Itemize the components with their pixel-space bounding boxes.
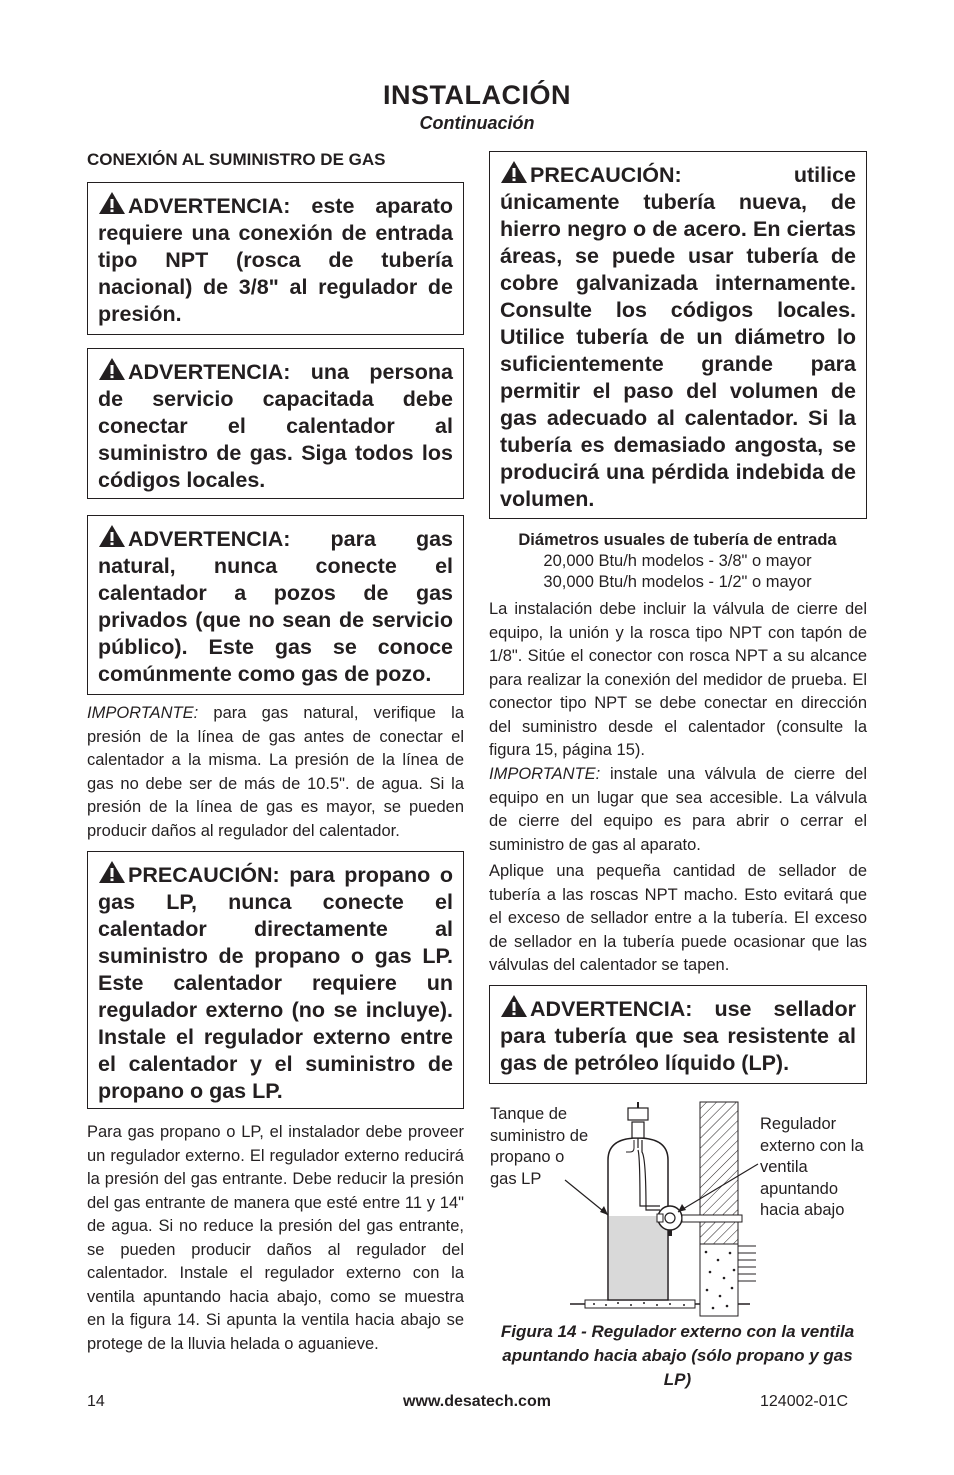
footer-page-number: 14 <box>87 1393 105 1410</box>
regulator-illustration <box>560 1100 760 1325</box>
warning-icon <box>98 524 126 548</box>
diameter-heading: Diámetros usuales de tubería de entrada <box>518 531 837 549</box>
section-heading: CONEXIÓN AL SUMINISTRO DE GAS <box>87 150 386 169</box>
warning-icon <box>98 191 126 215</box>
warning-text: ADVERTENCIA: este aparato requiere una conexión de entrada tipo NPT (rosca de tubería nacional) de 3/8" al regulador de presión. <box>98 194 453 326</box>
warning-icon <box>98 357 126 381</box>
important-label: IMPORTANTE: <box>489 765 601 783</box>
caution-text: PRECAUCIÓN: para propano o gas LP, nunca conecte el calentador directamente al suministro de propano o gas LP. Este calentador requiere un regulador externo (no se incluye). Instale el regulador externo entre el calentador y el suministro de propano o gas LP. <box>98 863 453 1103</box>
warning-text: ADVERTENCIA: una persona de servicio capacitada debe conectar el calentador al suministro de gas. Siga todos los códigos locales. <box>98 360 453 492</box>
warning-icon <box>500 160 528 184</box>
diameter-line: 20,000 Btu/h modelos - 3/8" o mayor <box>543 552 812 570</box>
footer-url: www.desatech.com <box>403 1393 551 1410</box>
warning-box-natural-gas <box>87 515 464 695</box>
diameter-table <box>489 530 866 593</box>
footer-doc-code: 124002-01C <box>760 1393 849 1410</box>
propane-paragraph: Para gas propano o LP, el instalador debe proveer un regulador externo. El regulador externo reducirá la presión del gas entrante. Debe reducir la presión del gas entrante de manera que esté entre 11 y 14" de agua. Si no reduce la presión del gas entrante, se pueden producir daños al regulador del calentador. Instale el regulador externo con la ventila apuntando hacia abajo, como se muestra en la figura 14. Si apunta la ventila hacia abajo se protege de la lluvia helada o aguanieve. <box>87 1123 464 1353</box>
important-text: para gas natural, verifique la presión de la línea de gas antes de conectar el calentador a la misma. La presión de la línea de gas no debe ser de más de 10.5". de agua. Si la presión de la línea de gas es mayor, se pueden producir daños al regulador del calentador. <box>87 704 464 840</box>
diameter-line: 30,000 Btu/h modelos - 1/2" o mayor <box>543 573 812 591</box>
figure-label-tank: Tanque de suministro de propano o gas LP <box>490 1105 589 1188</box>
warning-icon <box>500 994 528 1018</box>
warning-icon <box>98 860 126 884</box>
figure-label-regulator: Regulador externo con la ventila apuntando hacia abajo <box>760 1115 864 1219</box>
important-label: IMPORTANTE: <box>87 704 199 722</box>
page-subtitle: Continuación <box>419 113 535 133</box>
installation-paragraph: La instalación debe incluir la válvula de cierre del equipo, la unión y la rosca tipo NPT con tapón de 1/8". Sitúe el conector con rosca NPT a su alcance para realizar la conexión del medidor de prueba. El conector tipo NPT se debe conectar en dirección del suministro desde el calentador (consulte la figura 15, página 15). <box>489 600 867 759</box>
important-paragraph <box>87 702 464 843</box>
figure-caption: Figura 14 - Regulador externo con la ventila apuntando hacia abajo (sólo propano y gas LP) <box>500 1322 855 1389</box>
warning-box-service <box>87 348 464 499</box>
warning-box-npt <box>87 182 464 335</box>
caution-box-propane <box>87 851 464 1109</box>
important-text: instale una válvula de cierre del equipo en un lugar que sea accesible. La válvula de cierre del equipo es para abrir o cerrar el suministro de gas al aparato. <box>489 765 867 854</box>
warning-text: ADVERTENCIA: use sellador para tubería que sea resistente al gas de petróleo líquido (LP). <box>500 997 856 1075</box>
warning-text: ADVERTENCIA: para gas natural, nunca conecte el calentador a pozos de gas privados (que no sean de servicio público). Este gas se conoce comúnmente como gas de pozo. <box>98 527 453 686</box>
sealant-paragraph: Aplique una pequeña cantidad de sellador de tubería a las roscas NPT macho. Esto evitará que el exceso de sellador entre a la tubería. El exceso de sellador en la tubería puede ocasionar que las válvulas del calentador se tapen. <box>489 862 867 974</box>
caution-text: PRECAUCIÓN: utilice únicamente tubería nueva, de hierro negro o de acero. En ciertas áreas, se puede usar tubería de cobre galvanizada internamente. Consulte los códigos locales. Utilice tubería de un diámetro lo suficientemente grande para permitir el paso del volumen de gas adecuado al calentador. Si la tubería es demasiado angosta, se producirá una pérdida indebida de volumen. <box>500 163 856 511</box>
page-title: INSTALACIÓN <box>383 80 571 110</box>
warning-box-sealant <box>489 985 867 1084</box>
caution-box-piping <box>489 151 867 519</box>
important-shutoff-paragraph <box>489 763 867 857</box>
